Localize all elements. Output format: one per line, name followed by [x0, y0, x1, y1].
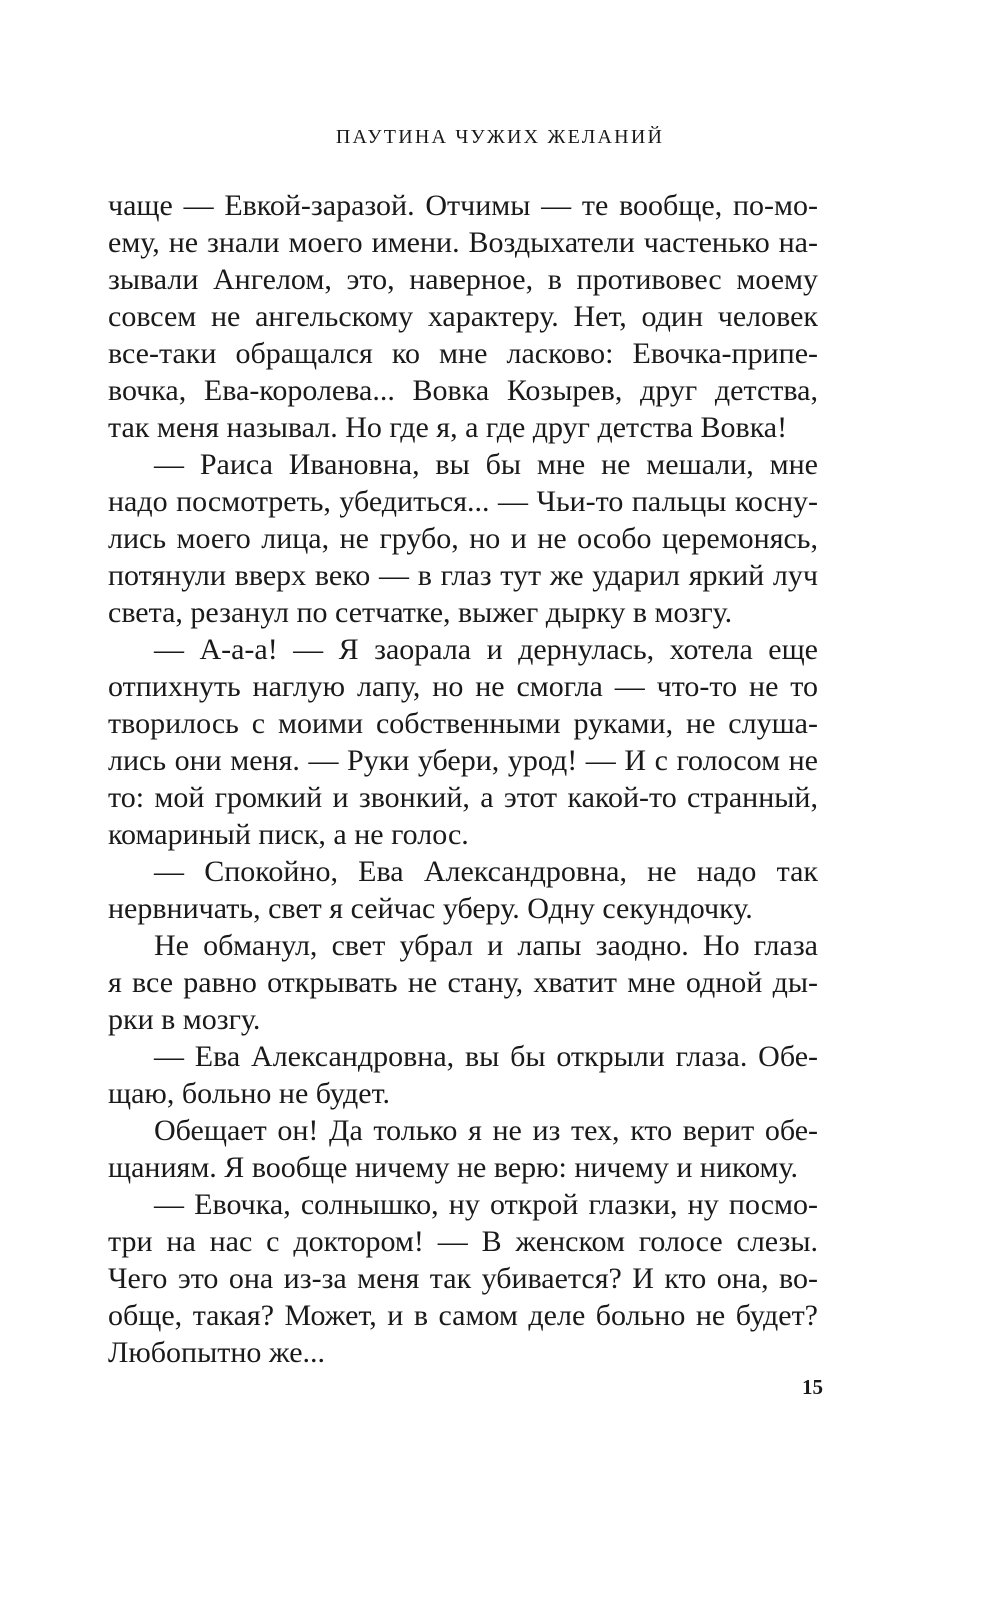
- text-line: зывали Ангелом, это, наверное, в противовес моему: [108, 263, 818, 296]
- text-line: потянули вверх веко — в глаз тут же ударил яркий луч: [108, 559, 818, 592]
- text-line: — Раиса Ивановна, вы бы мне не мешали, мне: [154, 448, 818, 481]
- text-line: лись они меня. — Руки убери, урод! — И с голосом не: [108, 744, 818, 777]
- text-line: Не обманул, свет убрал и лапы заодно. Но глаза: [154, 929, 818, 962]
- text-line: обще, такая? Может, и в самом деле больно не будет?: [108, 1299, 818, 1332]
- text-line: — Евочка, солнышко, ну открой глазки, ну посмо-: [154, 1188, 818, 1221]
- text-line: так меня называл. Но где я, а где друг детства Вовка!: [108, 411, 788, 444]
- text-line: Любопытно же...: [108, 1336, 326, 1369]
- text-line: совсем не ангельскому характеру. Нет, один человек: [108, 300, 818, 333]
- text-line: отпихнуть наглую лапу, но не смогла — что-то не то: [108, 670, 818, 703]
- text-line: надо посмотреть, убедиться... — Чьи-то пальцы косну-: [108, 485, 818, 518]
- text-line: света, резанул по сетчатке, выжег дырку в мозгу.: [108, 596, 733, 629]
- text-line: три на нас с доктором! — В женском голосе слезы.: [108, 1225, 818, 1258]
- text-line: нервничать, свет я сейчас уберу. Одну секундочку.: [108, 892, 753, 925]
- text-line: — А-а-а! — Я заорала и дернулась, хотела еще: [154, 633, 818, 666]
- text-line: комариный писк, а не голос.: [108, 818, 469, 851]
- text-line: я все равно открывать не стану, хватит мне одной ды-: [108, 966, 818, 999]
- text-line: чаще — Евкой-заразой. Отчимы — те вообще, по-мо-: [108, 189, 818, 222]
- text-line: ему, не знали моего имени. Воздыхатели частенько на-: [108, 226, 818, 259]
- text-line: Обещает он! Да только я не из тех, кто верит обе-: [154, 1114, 818, 1147]
- text-line: рки в мозгу.: [108, 1003, 261, 1036]
- text-line: щаниям. Я вообще ничему не верю: ничему и никому.: [108, 1151, 798, 1184]
- text-line: то: мой громкий и звонкий, а этот какой-то странный,: [108, 781, 818, 814]
- text-line: — Ева Александровна, вы бы открыли глаза. Обе-: [154, 1040, 818, 1073]
- text-line: вочка, Ева-королева... Вовка Козырев, друг детства,: [108, 374, 818, 407]
- page-number: 15: [802, 1375, 823, 1399]
- running-header: ПАУТИНА ЧУЖИХ ЖЕЛАНИЙ: [335, 126, 665, 148]
- text-line: — Спокойно, Ева Александровна, не надо так: [154, 855, 818, 888]
- body-text: [108, 187, 818, 1371]
- text-line: щаю, больно не будет.: [108, 1077, 390, 1110]
- text-line: все-таки обращался ко мне ласково: Евочка-припе-: [108, 337, 818, 370]
- text-line: лись моего лица, не грубо, но и не особо церемонясь,: [108, 522, 818, 555]
- text-line: творилось с моими собственными руками, не слуша-: [108, 707, 818, 740]
- text-line: Чего это она из-за меня так убивается? И кто она, во-: [108, 1262, 818, 1295]
